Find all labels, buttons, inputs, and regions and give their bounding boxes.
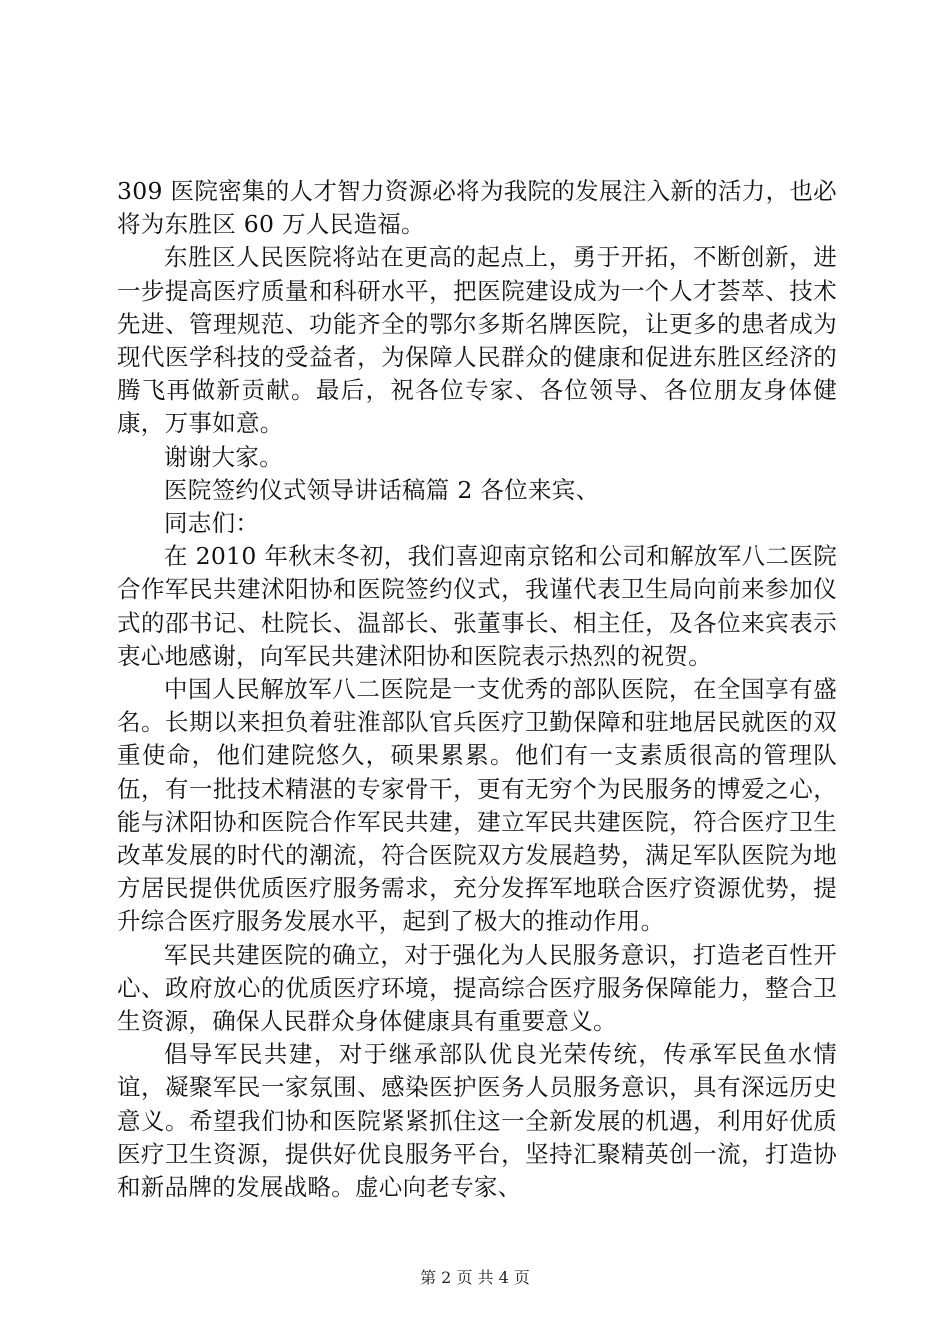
page-number: 第 2 页 共 4 页 [420, 1268, 530, 1287]
paragraph-8: 军民共建医院的确立，对于强化为人民服务意识，打造老百性开心、政府放心的优质医疗环境，提高综合医疗服务保障能力，整合卫生资源，确保人民群众身体健康具有重要意义。 [117, 940, 837, 1036]
document-body [117, 175, 837, 1204]
paragraph-4: 医院签约仪式领导讲话稿篇 2 各位来宾、 [164, 475, 600, 504]
paragraph-7: 中国人民解放军八二医院是一支优秀的部队医院，在全国享有盛名。长期以来担负着驻淮部队官兵医疗卫勤保障和驻地居民就医的双重使命，他们建院悠久，硕果累累。他们有一支素质很高的管理队伍，有一批技术精湛的专家骨干，更有无穷个为民服务的博爱之心，能与沭阳协和医院合作军民共建，建立军民共建医院，符合医疗卫生改革发展的时代的潮流，符合医院双方发展趋势，满足军队医院为地方居民提供优质医疗服务需求，充分发挥军地联合医疗资源优势，提升综合医疗服务发展水平，起到了极大的推动作用。 [117, 675, 837, 936]
paragraph-2: 东胜区人民医院将站在更高的起点上，勇于开拓，不断创新，进一步提高医疗质量和科研水平，把医院建设成为一个人才荟萃、技术先进、管理规范、功能齐全的鄂尔多斯名牌医院，让更多的患者成为现代医学科技的受益者，为保障人民群众的健康和促进东胜区经济的腾飞再做新贡献。最后，祝各位专家、各位领导、各位朋友身体健康，万事如意。 [117, 243, 837, 438]
paragraph-9: 倡导军民共建，对于继承部队优良光荣传统，传承军民鱼水情谊，凝聚军民一家氛围、感染医护医务人员服务意识，具有深远历史意义。希望我们协和医院紧紧抓住这一全新发展的机遇，利用好优质医疗卫生资源，提供好优良服务平台，坚持汇聚精英创一流，打造协和新品牌的发展战略。虚心向老专家、 [117, 1040, 837, 1202]
page-footer [0, 1268, 950, 1288]
paragraph-5: 同志们： [164, 509, 260, 538]
paragraph-3: 谢谢大家。 [164, 442, 283, 471]
paragraph-1: 309 医院密集的人才智力资源必将为我院的发展注入新的活力，也必将为东胜区 60 万人民造福。 [117, 177, 837, 239]
paragraph-6: 在 2010 年秋末冬初，我们喜迎南京铭和公司和解放军八二医院合作军民共建沭阳协和医院签约仪式，我谨代表卫生局向前来参加仪式的邵书记、杜院长、温部长、张董事长、相主任，及各位来宾表示衷心地感谢，向军民共建沭阳协和医院表示热烈的祝贺。 [117, 542, 837, 670]
